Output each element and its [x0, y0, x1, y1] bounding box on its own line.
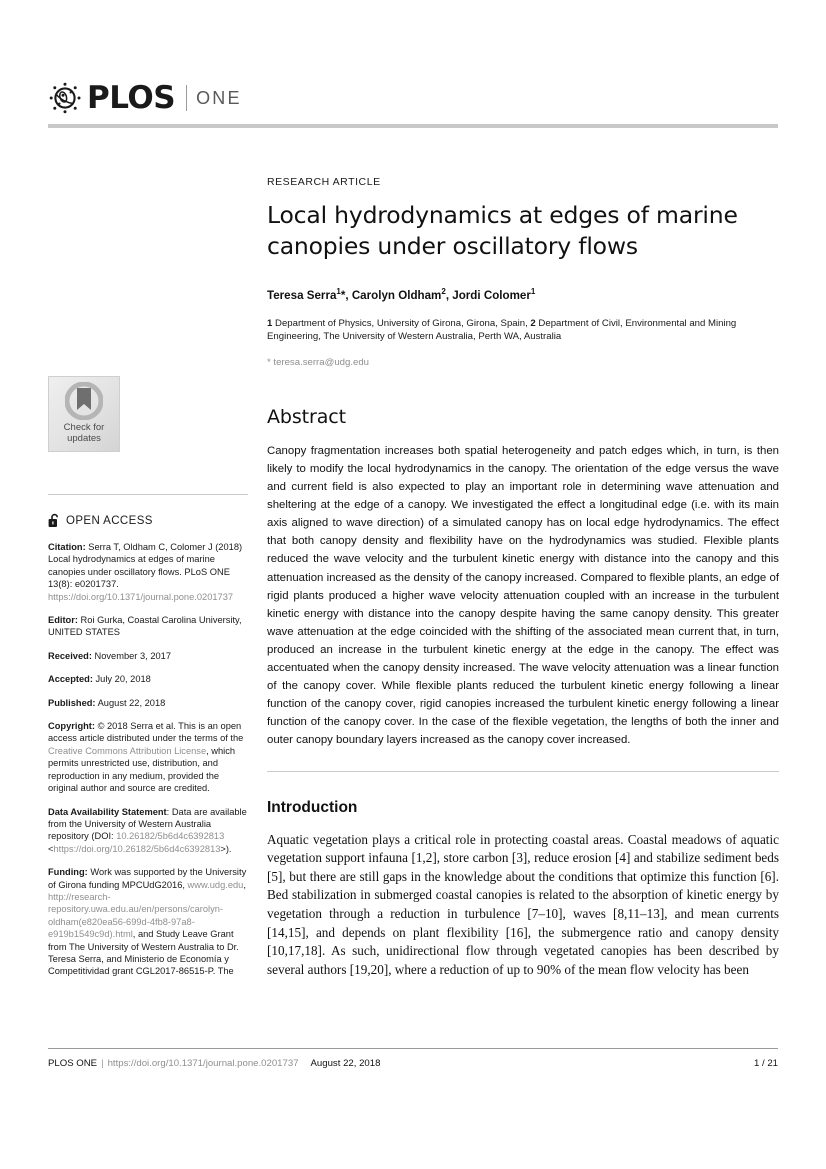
citation-doi-link[interactable]: https://doi.org/10.1371/journal.pone.0201737 — [48, 591, 234, 602]
data-doi-link[interactable]: 10.26182/5b6d4c6392813 — [116, 831, 225, 842]
accepted-meta — [48, 673, 248, 685]
accepted-text: July 20, 2018 — [92, 674, 151, 685]
citation-text: Serra T, Oldham C, Colomer J (2018) Local hydrodynamics at edges of marine canopies under oscillatory flows. PLoS ONE 13(8): e0201737. — [48, 542, 243, 590]
abstract-divider — [267, 771, 779, 772]
footer-doi-link[interactable]: https://doi.org/10.1371/journal.pone.0201737 — [107, 1058, 299, 1069]
editor-meta — [48, 614, 248, 639]
abstract-heading: Abstract — [267, 405, 346, 428]
article-sidebar — [48, 376, 248, 989]
footer-date: August 22, 2018 — [310, 1058, 381, 1069]
footer-journal: PLOS ONE — [48, 1058, 98, 1069]
footer-page-number: 1 / 21 — [753, 1058, 778, 1069]
data-availability-meta — [48, 806, 248, 856]
funding-mid: , — [243, 879, 246, 890]
copyright-post: , which permits unrestricted use, distribution, and reproduction in any medium, provided the original author and source are credited. — [48, 745, 236, 794]
bookmark-badge-icon — [65, 382, 103, 420]
open-lock-icon — [48, 513, 60, 528]
received-text: November 3, 2017 — [91, 650, 172, 661]
copyright-label: Copyright: — [48, 721, 95, 732]
funding-label: Funding: — [48, 867, 88, 878]
footer-separator: | — [101, 1058, 104, 1069]
data-availability-label: Data Availability Statement — [48, 806, 167, 817]
journal-name: ONE — [196, 87, 242, 108]
article-main — [267, 176, 779, 993]
corresponding-email[interactable]: * teresa.serra@udg.edu — [267, 356, 370, 368]
received-label: Received: — [48, 650, 92, 661]
published-meta — [48, 697, 248, 709]
page-footer — [48, 1058, 778, 1069]
author-list: Teresa Serra$^1$*, Carolyn Oldham$^2$, Jordi Colomer$^1$ — [267, 287, 536, 302]
journal-header — [48, 78, 778, 128]
editor-text: Roi Gurka, Coastal Carolina University, UNITED STATES — [48, 615, 242, 638]
citation-meta — [48, 541, 248, 603]
copyright-meta — [48, 720, 248, 794]
article-type-kicker: RESEARCH ARTICLE — [267, 176, 381, 188]
sidebar-divider — [48, 494, 248, 495]
funder-uwa-link[interactable]: http://research-repository.uwa.edu.au/en/persons/carolyn-oldham(e820ea56-699d-4fb8-97a8-e919b1549c9d).html — [48, 891, 224, 940]
cc-license-link[interactable]: Creative Commons Attribution License — [48, 745, 207, 756]
data-availability-mid: < — [48, 843, 54, 854]
footer-divider — [48, 1048, 778, 1049]
citation-label: Citation: — [48, 542, 86, 552]
funding-post: , and Study Leave Grant from The University of Western Australia to Dr. Teresa Serra, and Ministerio de Economía y Competitividad grant CGL2017-86515-P. The — [48, 929, 239, 977]
funding-meta — [48, 866, 248, 978]
logo-divider — [186, 85, 187, 111]
open-access-badge[interactable] — [48, 513, 248, 528]
header-divider — [48, 124, 778, 128]
affiliations: 1 Department of Physics, University of Girona, Girona, Spain, 2 Department of Civil, Environmental and Mining Engineering, The University of Western Australia, Perth WA, Australia — [267, 317, 737, 342]
data-availability-post: >). — [220, 843, 232, 854]
published-text: August 22, 2018 — [95, 697, 166, 708]
data-doi-url-link[interactable]: https://doi.org/10.26182/5b6d4c6392813 — [53, 843, 221, 854]
funding-pre: Work was supported by the University of Girona funding MPCUdG2016, — [48, 867, 247, 890]
introduction-heading: Introduction — [267, 799, 358, 817]
footer-left-group — [48, 1058, 380, 1069]
plos-logo[interactable] — [48, 78, 778, 118]
received-meta — [48, 650, 248, 662]
data-availability-pre: : Data are available from the University of Western Australia repository (DOI: — [48, 806, 247, 842]
editor-label: Editor: — [48, 615, 78, 626]
open-access-label: OPEN ACCESS — [66, 514, 153, 527]
published-label: Published: — [48, 697, 96, 708]
copyright-pre: © 2018 Serra et al. This is an open access article distributed under the terms of the — [48, 721, 244, 744]
funder-udg-link[interactable]: www.udg.edu — [187, 879, 244, 890]
accepted-label: Accepted: — [48, 674, 93, 685]
plos-sun-icon — [48, 81, 82, 115]
page-title: Local hydrodynamics at edges of marine canopies under oscillatory flows — [267, 201, 738, 260]
abstract-text: Canopy fragmentation increases both spatial heterogeneity and patch edges which, in turn, is then likely to modify the local hydrodynamics in the canopy. The orientation of the edge versus the wave and current field is also expected to play an important role in determining wave attenuation and sheltering at the edge of a canopy. We investigated the effect a longitudinal edge (i.e. with its main axis aligned to wave direction) of a simulated canopy has on local edge hydrodynamics. The effect that both canopy density and flexibility have on the hydrodynamics was studied. Flexible plants reduced the wave velocity and the turbulent kinetic energy with distance into the canopy and this attenuation increased as the density of the canopy increased. Compared to flexible plants, an edge of rigid plants produced a higher wave velocity attenuation coupled with an increase in the turbulent kinetic energy with distance into the canopy despite having the same canopy density. This greater wave attenuation at the edge coincided with the shifting of the associated mean current that, in turn, produced an increase in the turbulent kinetic energy at the edge in the canopy. The effect was accentuated when the canopy density increased. The wave velocity attenuation was a linear function of the canopy cover. While flexible plants reduced the turbulent kinetic energy following a linear function of the canopy cover, rigid canopies increased the turbulent kinetic energy following a linear function of the canopy cover. In the case of the flexible vegetation, the lengths of both the inner and outer canopy boundary layers increased as the canopy cover increased. — [267, 444, 779, 747]
introduction-text: Aquatic vegetation plays a critical role in protecting coastal areas. Coastal meadows of aquatic vegetation support infauna [1,2], store carbon [3], reduce erosion [4] and stabilize sediment beds [5], but there are still gaps in the knowledge about the conditions that optimize this function [6]. Bed stabilization in submerged coastal canopies is related to the absorption of kinetic energy by vegetation through a reduction in turbulence [7–10], waves [8,11–13], and mean currents [14,15], and depends on plant flexibility [16], the submergence ratio and canopy density [10,17,18]. As such, unidirectional flow through vegetated canopies has been described by several authors [19,20], where a reduction of up to 90% of the mean flow velocity has been — [267, 831, 779, 977]
check-updates-label: Check for updates — [63, 422, 105, 444]
plos-wordmark: PLOS — [87, 79, 176, 116]
check-for-updates-badge[interactable] — [48, 376, 120, 452]
